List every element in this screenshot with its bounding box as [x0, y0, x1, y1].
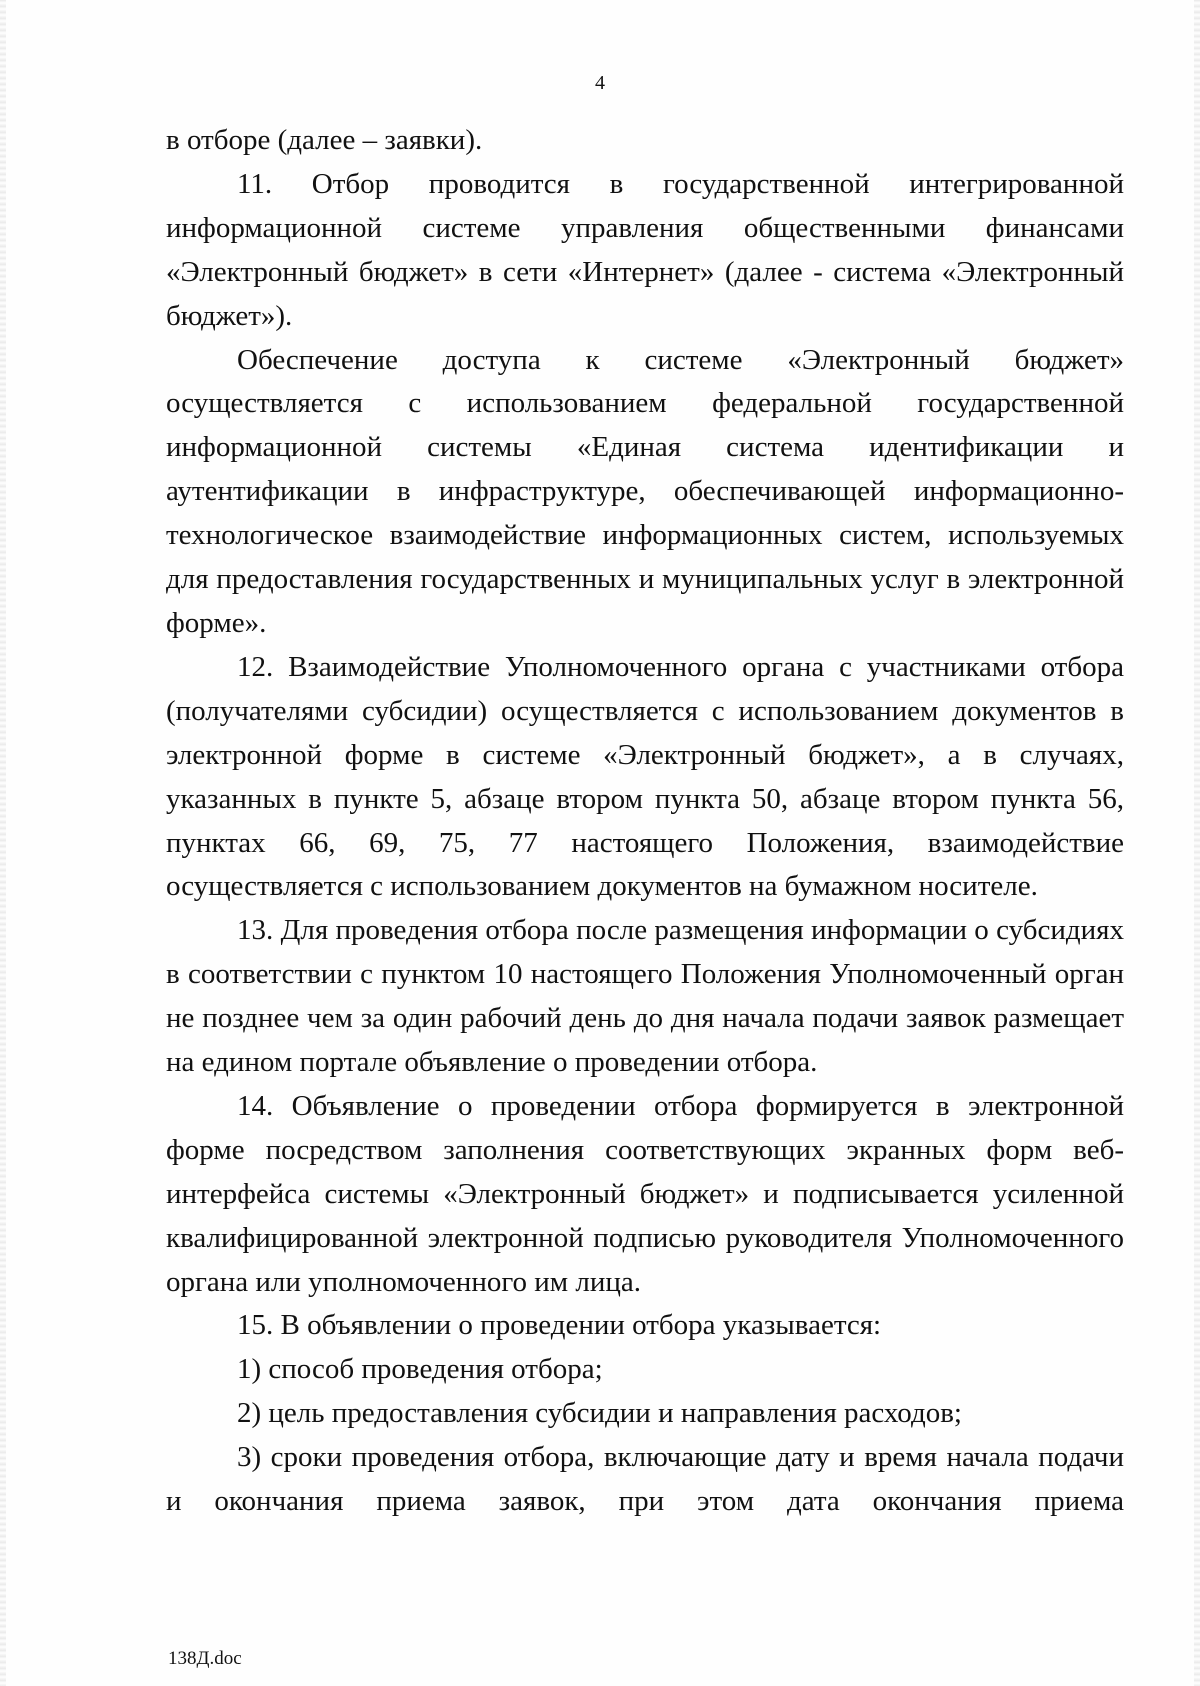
footer-filename: 138Д.doc: [168, 1648, 242, 1669]
scan-edge-left: [0, 0, 6, 1686]
list-item-1: 1) способ проведения отбора;: [237, 1353, 603, 1386]
page-number: 4: [595, 72, 605, 94]
paragraph-item-11: 11. Отбор проводится в государственной интегрированной информационной системе управления общественными финансами «Электронный бюджет» в сети «Интернет» (далее - система «Электронный бюджет»).: [166, 167, 1124, 332]
paragraph-continuation: в отборе (далее – заявки).: [166, 124, 483, 156]
paragraph-item-13: 13. Для проведения отбора после размещения информации о субсидиях в соответствии с пунктом 10 настоящего Положения Уполномоченный орган не позднее чем за один рабочий день до дня начала подачи заявок размещает на едином портале объявление о проведении отбора.: [166, 914, 1124, 1079]
list-item-3: 3) сроки проведения отбора, включающие дату и время начала подачи и окончания приема заявок, при этом дата окончания приема: [166, 1441, 1124, 1518]
list-item-2: 2) цель предоставления субсидии и направления расходов;: [237, 1397, 962, 1430]
scan-edge-right: [1194, 0, 1200, 1686]
document-body: [166, 119, 1124, 1524]
paragraph-access: Обеспечение доступа к системе «Электронный бюджет» осуществляется с использованием федеральной государственной информационной системы «Единая система идентификации и аутентификации в инфраструктуре, обеспечивающей информационно-технологическое взаимодействие информационных систем, используемых для предоставления государственных и муниципальных услуг в электронной форме».: [166, 343, 1124, 639]
paragraph-item-14: 14. Объявление о проведении отбора формируется в электронной форме посредством заполнения соответствующих экранных форм веб-интерфейса системы «Электронный бюджет» и подписывается усиленной квалифицированной электронной подписью руководителя Уполномоченного органа или уполномоченного им лица.: [166, 1089, 1124, 1298]
paragraph-item-15: 15. В объявлении о проведении отбора указывается:: [237, 1309, 882, 1342]
paragraph-item-12: 12. Взаимодействие Уполномоченного органа с участниками отбора (получателями субсидии) осуществляется с использованием документов в электронной форме в системе «Электронный бюджет», а в случаях, указанных в пункте 5, абзаце втором пункта 50, абзаце втором пункта 56, пунктах 66, 69, 75, 77 настоящего Положения, взаимодействие осуществляется с использованием документов на бумажном носителе.: [166, 650, 1124, 903]
